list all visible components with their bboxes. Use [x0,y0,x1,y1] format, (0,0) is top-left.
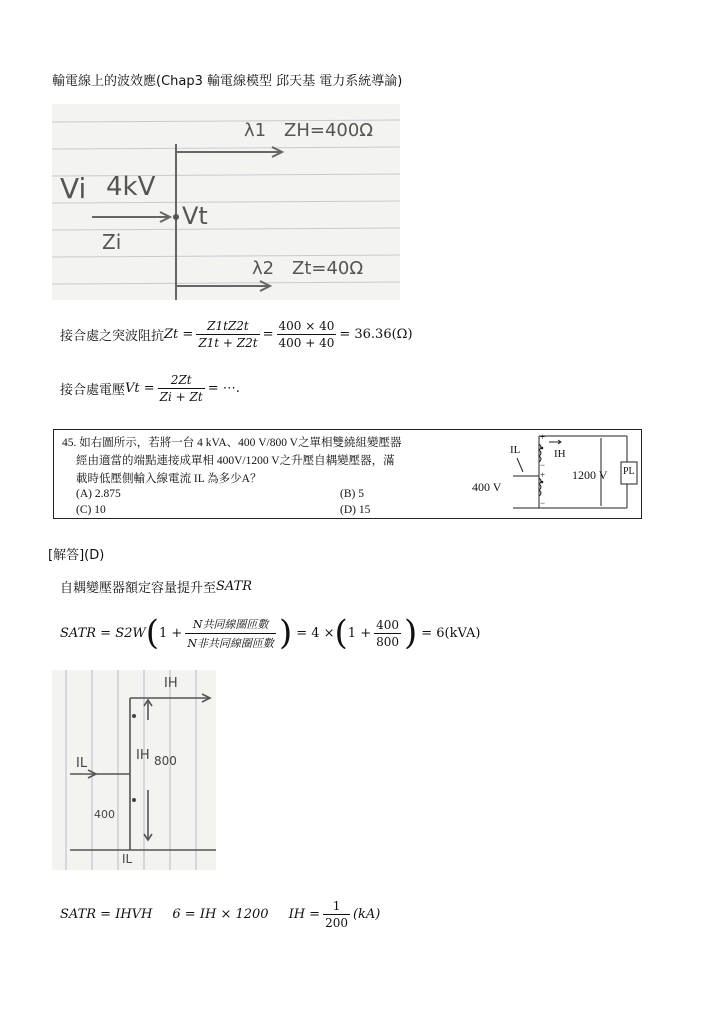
capacity-statement [60,576,252,596]
eq4-mid: = 4 × [296,625,335,641]
eq2-label: 接合處電壓 [60,382,126,398]
eq4-paren-close: ) [278,613,293,653]
sketch-lambda2: λ2 [252,258,275,279]
fig-ih: IH [554,448,566,460]
eq4-one: 1 + [159,625,183,641]
eq1-den2: 400 + 40 [278,335,335,350]
eq1-den1: Z1t + Z2t [198,335,258,350]
eq4-paren2-close: ) [404,613,418,653]
eq5-num: 1 [323,899,350,915]
eq4-one2: 1 + [347,625,372,641]
fig-1200v: 1200 V [572,468,608,482]
answer-label: [解答](D) [48,548,105,563]
sketch-zt: Zt=40Ω [292,258,364,279]
sketch2-400: 400 [94,808,115,821]
eq4-den: N非共同線圈匝數 [187,636,274,650]
eq4-lhs: SATR = S2W [60,625,146,641]
current-equation [60,894,380,934]
eq1-equals: = [262,326,274,342]
sketch-vi: Vi [60,172,87,205]
junction-sketch [52,104,400,300]
sketch-vt: Vt [182,202,208,230]
sketch-zi: Zi [102,230,122,254]
eq2-den: Zi + Zt [159,389,203,404]
eq4-fraction2 [374,618,401,649]
question-line1: 45. 如右圖所示，若將一台 4 kVA、400 V/800 V之單相雙繞組變壓器 [62,437,402,449]
eq1-num1: Z1tZ2t [196,319,259,335]
eq1-fraction1 [196,319,259,350]
option-d: (D) 15 [340,504,371,516]
sketch2-il: IL [76,756,88,771]
eq5-den: 200 [325,915,348,930]
fig-plus-mid: + [540,470,546,480]
eq4-paren2-open: ( [334,613,348,653]
eq4-num: N共同線圈匝數 [185,616,276,634]
eq1-num2: 400 × 40 [278,318,335,333]
eq4-num2: 400 [376,617,399,632]
eq5-fraction [323,899,350,930]
fig-400v: 400 V [472,480,502,494]
sketch2-ih-mid: IH [136,748,150,763]
eq5-part1: SATR = IHVH [60,906,153,922]
fig-pl: PL [623,466,635,477]
sketch2-ih-top: IH [164,676,178,691]
option-a: (A) 2.875 [76,488,121,500]
eq5-part3: IH = [288,906,321,922]
sketch-lambda1: λ1 [244,120,267,141]
eq2-fraction [158,373,205,404]
eq4-den2: 800 [376,634,399,649]
autotransformer-sketch [52,670,216,870]
eq3-var: SATR [216,578,253,594]
option-c: (C) 10 [76,504,106,516]
eq1-fraction2 [277,319,337,350]
eq2-num: 2Zt [158,373,205,389]
sketch2-800: 800 [154,754,177,768]
question-box [53,429,642,519]
eq4-result: = 6(kVA) [421,625,481,641]
eq1-lhs: Zt = [164,326,194,342]
sketch-vi-value: 4kV [106,172,156,202]
option-b: (B) 5 [340,488,364,500]
eq4-fraction [185,616,276,651]
eq5-part2: 6 = IH × 1200 [172,906,269,922]
fig-minus-mid: − [540,460,546,470]
question-line2: 經由適當的端點連接成單相 400V/1200 V之升壓自耦變壓器，滿 [76,455,395,467]
eq2-rhs: = ⋯. [207,380,240,396]
page-heading: 輸電線上的波效應(Chap3 輸電線模型 邱天基 電力系統導論) [52,74,403,89]
eq2-lhs: Vt = [125,380,155,396]
eq4-paren-open: ( [145,613,160,653]
question-line3: 載時低壓側輸入線電流 IL 為多少A？ [76,473,262,485]
eq1-label: 接合處之突波阻抗 [60,328,165,344]
fig-il: IL [510,444,521,456]
fig-minus-bottom: − [540,498,546,508]
junction-voltage-equation [60,368,240,408]
eq5-unit: (kA) [352,906,381,922]
sketch2-il-bottom: IL [122,852,133,866]
eq3-label: 自耦變壓器額定容量提升至 [60,580,217,596]
eq1-result: = 36.36(Ω) [339,326,413,342]
surge-impedance-equation [60,314,413,354]
fig-plus-top: + [540,432,546,442]
capacity-equation [60,610,480,656]
sketch-zh: ZH=400Ω [284,120,374,141]
